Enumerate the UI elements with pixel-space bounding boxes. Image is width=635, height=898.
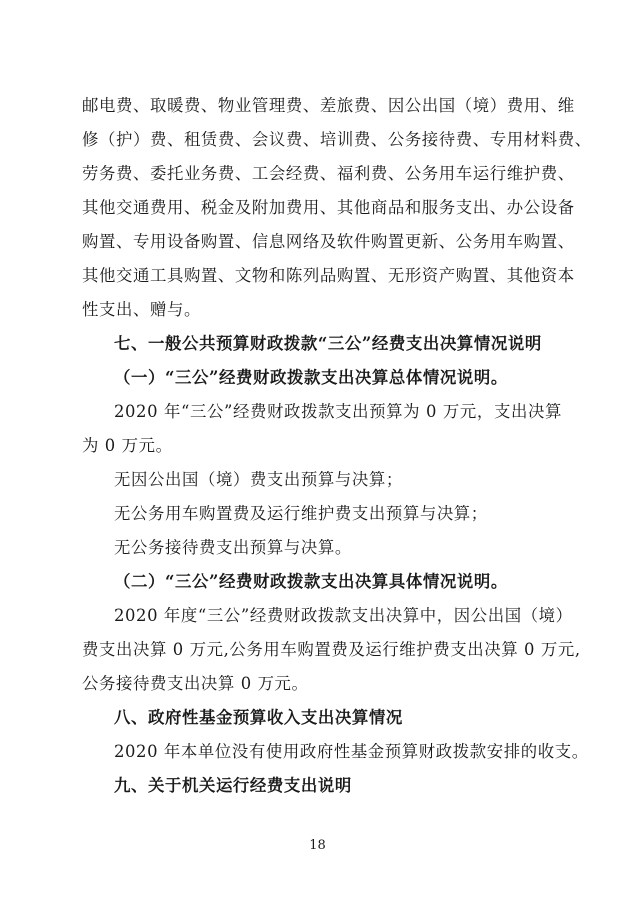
section-heading-8: 八、政府性基金预算收入支出决算情况 bbox=[114, 708, 403, 727]
paragraph-line: 无公务用车购置费及运行维护费支出预算与决算； bbox=[114, 504, 488, 523]
paragraph-line: 费支出决算 0 万元,公务用车购置费及运行维护费支出决算 0 万元, bbox=[82, 640, 581, 659]
paragraph-line: 修（护）费、租赁费、会议费、培训费、公务接待费、专用材料费、 bbox=[82, 130, 592, 149]
paragraph-line: 其他交通费用、税金及附加费用、其他商品和服务支出、办公设备 bbox=[82, 198, 575, 217]
subsection-heading-2: （二）“三公”经费财政拨款支出决算具体情况说明。 bbox=[114, 572, 508, 591]
section-heading-7: 七、一般公共预算财政拨款“三公”经费支出决算情况说明 bbox=[114, 334, 542, 353]
paragraph-line: 为 0 万元。 bbox=[82, 436, 173, 455]
section-heading-9: 九、关于机关运行经费支出说明 bbox=[114, 776, 352, 795]
paragraph-line: 无公务接待费支出预算与决算。 bbox=[114, 538, 352, 557]
paragraph-line: 公务接待费支出决算 0 万元。 bbox=[82, 674, 309, 693]
paragraph-line: 邮电费、取暖费、物业管理费、差旅费、因公出国（境）费用、维 bbox=[82, 96, 575, 115]
paragraph-line: 2020 年“三公”经费财政拨款支出预算为 0 万元，支出决算 bbox=[114, 402, 562, 421]
paragraph-line: 其他交通工具购置、文物和陈列品购置、无形资产购置、其他资本 bbox=[82, 266, 575, 285]
paragraph-line: 2020 年度“三公”经费财政拨款支出决算中，因公出国（境） bbox=[114, 606, 573, 625]
page-number: 18 bbox=[309, 838, 326, 853]
subsection-heading-1: （一）“三公”经费财政拨款支出决算总体情况说明。 bbox=[114, 368, 508, 387]
paragraph-line: 2020 年本单位没有使用政府性基金预算财政拨款安排的收支。 bbox=[114, 742, 589, 761]
paragraph-line: 性支出、赠与。 bbox=[82, 300, 201, 319]
paragraph-line: 无因公出国（境）费支出预算与决算； bbox=[114, 470, 403, 489]
paragraph-line: 购置、专用设备购置、信息网络及软件购置更新、公务用车购置、 bbox=[82, 232, 575, 251]
paragraph-line: 劳务费、委托业务费、工会经费、福利费、公务用车运行维护费、 bbox=[82, 164, 575, 183]
